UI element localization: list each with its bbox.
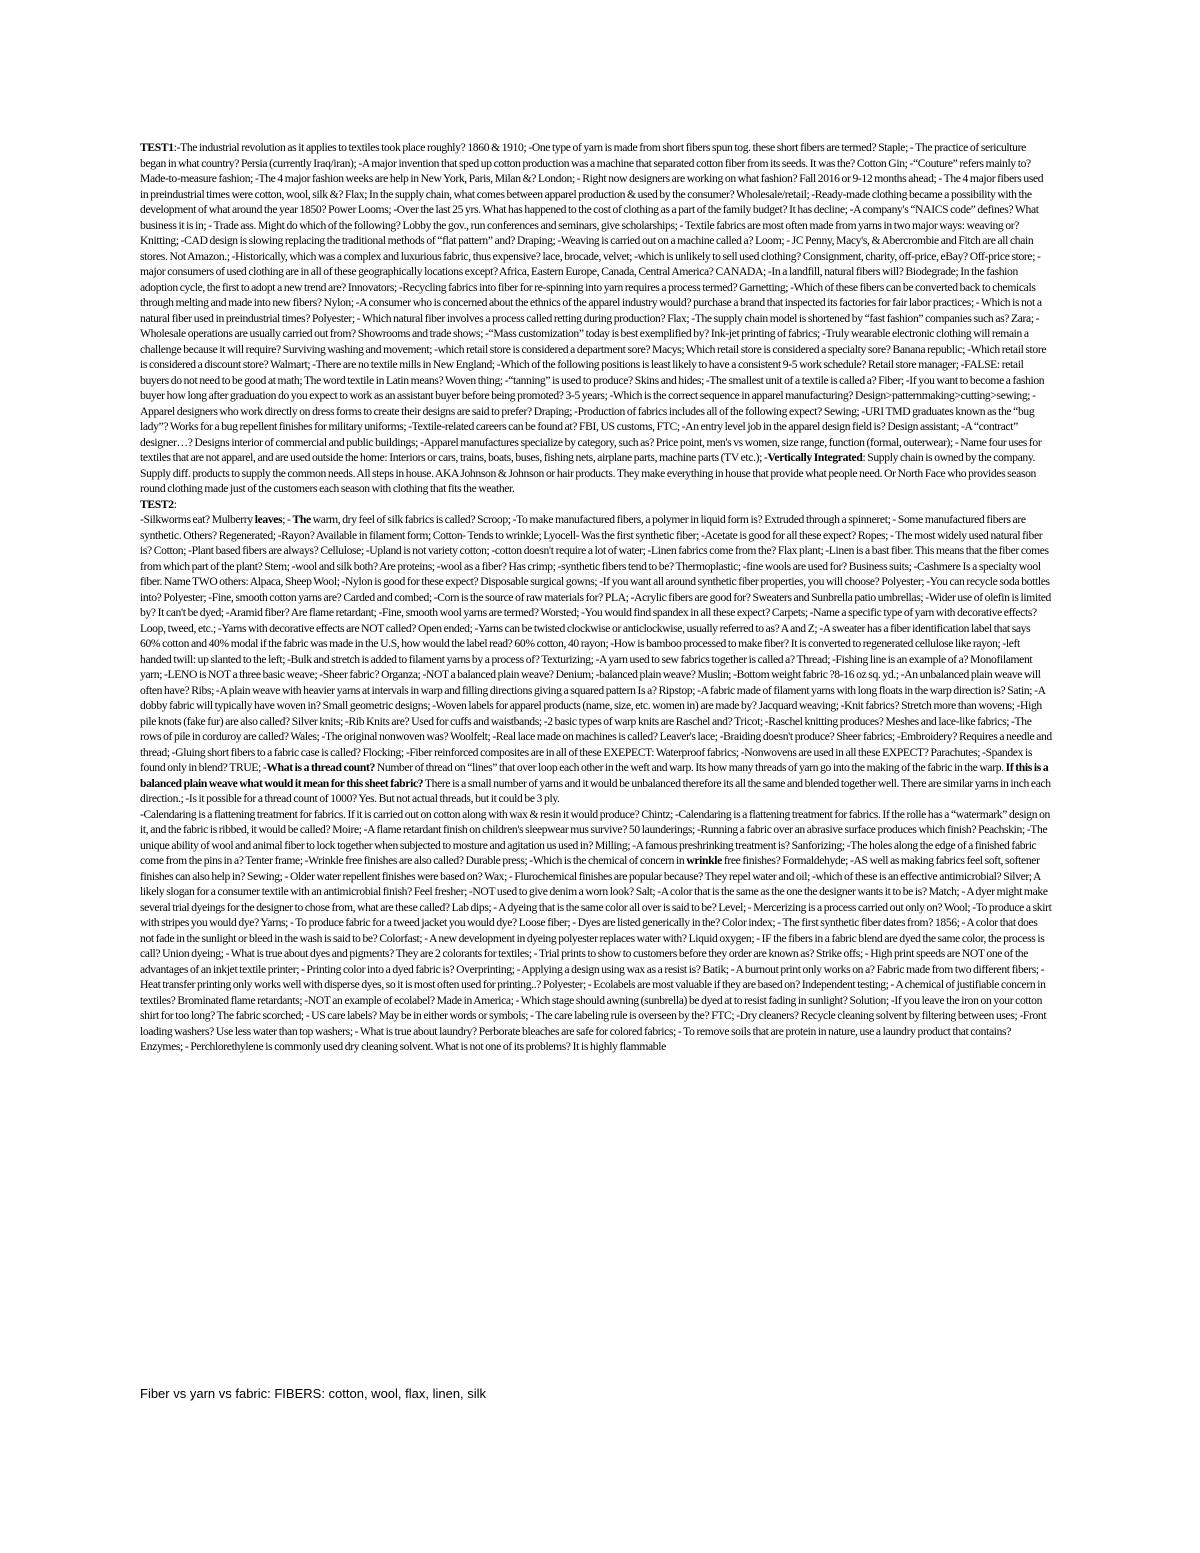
test1-body: :-The industrial revolution as it applies to textiles took place roughly? 1860 & 1910; -One type of yarn is made from short fibers spun tog. these short fibers are termed? Staple; - The practice of sericulture began in what country? Persia (currently Iraq/iran); -A major invention that sped up cotton production was a machine that separated cotton fiber from its seeds. It was the? Cotton Gin; -“Couture” refers mainly to? Made-to-measure fashion; -The 4 major fashion weeks are help in New York, Paris, Milan &? London; - Right now designers are working on what fashion? Fall 2016 or 9-12 months ahead; - The 4 major fibers used in preindustrial times were cotton, wool, silk &? Flax; In the supply chain, what comes between apparel production & used by the consumer? Wholesale/retail; -Ready-made clothing became a possibility with the development of what around the year 1850? Power Looms; -Over the last 25 yrs. What has happened to the cost of clothing as a part of the family budget? It has decline; -A company's “NAICS code” defines? What business it is in; - Trade ass. Might do which of the following? Lobby the gov., run conferences and seminars, give scholarships; - Textile fabrics are most often made from yarns in two major ways: weaving or? Knitting; -CAD design is slowing replacing the traditional methods of “flat pattern” and? Draping; -Weaving is carried out on a machine called a? Loom; - JC Penny, Macy's, & Abercrombie and Fitch are all chain stores. Not Amazon.; -Historically, which was a complex and luxurious fabric, thus expensive? lace, brocade, velvet; -which is unlikely to sell used clothing? Consignment, charity, off-price, eBay? Off-price store; -major consumers of used clothing are in all of these geographically locations except? Africa, Eastern Europe, Canada, Central America? CANADA; -In a landfill, natural fibers will? Biodegrade; In the fashion adoption cycle, the first to adopt a new trend are? Innovators; -Recycling fabrics into fiber for re-spinning into yarn requires a process termed? Garnetting; -Which of these fibers can be converted back to chemicals through melting and made into new fibers? Nylon; -A consumer who is concerned about the ethnics of the apparel industry would? purchase a brand that inspected its factories for fair labor practices; - Which is not a natural fiber used in preindustrial times? Polyester; - Which natural fiber involves a process called retting during production? Flax; -The supply chain model is shortened by “fast fashion” companies such as? Zara; -Wholesale operations are usually carried out from? Showrooms and trade shows; -“Mass customization” today is best exemplified by? Ink-jet printing of fabrics; -Truly wearable electronic clothing will remain a challenge because it will require? Surviving washing and movement; -which retail store is considered a department sore? Macys; Which retail store is considered a specialty sore? Banana republic; -Which retail store is considered a discount store? Walmart; -There are no textile mills in New England; -Which of the following positions is least likely to have a consistent 9-5 work schedule? Retail store manager; -FALSE: retail buyers do not need to be good at math; The word textile in Latin means? Woven thing; -“tanning” is used to produce? Skins and hides; -The smallest unit of a textile is called a? Fiber; -If you want to become a fashion buyer how long after graduation do you expect to work as an assistant buyer before being promoted? 3-5 years; -Which is the correct sequence in apparel manufacturing? Design>patternmaking>cutting>sewing; -Apparel designers who work directly on dress forms to create their designs are said to prefer? Draping; -Production of fabrics includes all of the following expect? Sewing; -URI TMD graduates known as the “bug lady”? Works for a bug repellent finishes for military uniforms; -Textile-related careers can be found at? FBI, US customs, FTC; -An entry level job in the apparel design field is? Design assistant; -A “contract” designer…? Designs interior of commercial and public buildings; -Apparel manufactures specialize by category, such as? Price point, men's vs women, size range, function (formal, outerwear); - Name four uses for textiles that are not apparel, and are used outside the home: Interiors or cars, trains, boats, buses, fishing nets, airplane parts, machine parts (TV etc.); - <box>140 141 1047 464</box>
test2-heading-line <box>140 497 1052 513</box>
text-run: -Silkworms eat? Mulberry <box>140 513 255 526</box>
bold-run: The <box>292 513 311 526</box>
bold-run: wrinkle <box>686 854 722 867</box>
balanced-weave-question: If this is a balanced plain weave what would it mean for this sheet fabric? <box>140 761 1049 790</box>
text-run: There is a small number of yarns and it would be unbalanced therefore its all the same and blended together well. There are similar yarns in inch each direction.; -Is it possible for a thread count of 1000? Yes. But not actual threads, but it could be 3 ply. <box>140 776 1051 805</box>
text-run: ; - <box>282 513 293 526</box>
text-run: warm, dry feel of silk fabrics is called? Scroop; -To make manufactured fibers, a polymer in liquid form is? Extruded through a spinneret; - Some manufactured fibers are synthetic. Others? Regenerated; -Rayon? Available in filament form; Cotton- Tends to wrinkle; Lyocell- Was the first synthetic fiber; -Acetate is good for all these expect? Ropes; - The most widely used natural fiber is? Cotton; -Plant based fibers are always? Cellulose; -Upland is not variety cotton; -cotton doesn't require a lot of water; -Linen fabrics come from the? Flax plant; -Linen is a bast fiber. This means that the fiber comes from which part of the plant? Stem; -wool and silk both? Are proteins; -wool as a fiber? Has crimp; -synthetic fibers tend to be? Thermoplastic; -fine wools are used for? Business suits; -Cashmere Is a specialty wool fiber. Name TWO others: Alpaca, Sheep Wool; -Nylon is good for these expect? Disposable surgical gowns; -If you want all around synthetic fiber properties, you will choose? Polyester; -You can recycle soda bottles into? Polyester; -Fine, smooth cotton yarns are? Carded and combed; -Corn is the source of raw materials for? PLA; -Acrylic fibers are good for? Sweaters and Sunbrella patio umbrellas; -Wider use of olefin is limited by? It can't be dyed; -Aramid fiber? Are flame retardant; -Fine, smooth wool yarns are termed? Worsted; -You would find spandex in all these expect? Carpets; -Name a specific type of yarn with decorative effects? Loop, tweed, etc.; -Yarns with decorative effects are NOT called? Open ended; -Yarns can be twisted clockwise or anticlockwise, usually referred to as? A and Z; -A sweater has a fiber identification label that says 60% cotton and 40% modal if the fabric was made in the U.S, how would the label read? 60% cotton, 40 rayon; -How is bamboo processed to make fiber? It is converted to regenerated cellulose like rayon; -left handed twill: up slanted to the left; -Bulk and stretch is added to filament yarns by a process of? Texturizing; -A yarn used to sew fabrics together is called a? Thread; -Fishing line is an example of a? Monofilament yarn; -LENO is NOT a three basic weave; -Sheer fabric? Organza; -NOT a balanced plain weave? Denium; -balanced plain weave? Muslin; -Bottom weight fabric ?8-16 oz sq. yd.; -An unbalanced plain weave will often have? Ribs; -A plain weave with heavier yarns at intervals in warp and filling directions giving a squared pattern Is a? Ripstop; -A fabric made of filament yarns with long floats in the warp direction is? Satin; -A dobby fabric will typically have woven in? Small geometric designs; -Woven labels for apparel products (name, size, etc. women in) are made by? Jacquard weaving; -Knit fabrics? Stretch more than wovens; -High pile knots (fake fur) are also called? Silver knits; -Rib Knits are? Used for cuffs and waistbands; -2 basic types of warp knits are Raschel and? Tricot; -Raschel knitting produces? Meshes and lace-like fabrics; -The rows of pile in corduroy are called? Wales; -The original nonwoven was? Woolfelt; -Real lace made on machines is called? Leaver's lace; -Braiding doesn't produce? Sheer fabrics; -Embroidery? Requires a needle and thread; -Gluing short fibers to a fabric case is called? Flocking; -Fiber reinforced composites are in all of these EXEPECT: Waterproof fabrics; -Nonwovens are used in all these EXPECT? Parachutes; -Spandex is found only in blend? TRUE; - <box>140 513 1052 774</box>
text-run: free finishes? Formaldehyde; -AS well as making fabrics feel soft, softener finishes can also help in? Sewing; - Older water repellent finishes were based on? Wax; - Flurochemical finishes are popular because? They repel water and oil; -which of these is an effective antimicrobial? Silver; A likely slogan for a consumer textile with an antimicrobial finish? Feel fresher; -NOT used to give denim a worn look? Salt; -A color that is the same as the one the designer wants it to be is? Match; - A dyer might make several trial dyeings for the designer to chose from, what are these called? Lab dips; - A dyeing that is the same color all over is said to be? Level; - Mercerizing is a process carried out only on? Wool; -To produce a skirt with stripes you would dye? Yarns; - To produce fabric for a tweed jacket you would dye? Loose fiber; - Dyes are listed generically in the? Color index; - The first synthetic fiber dates from? 1856; - A color that does not fade in the sunlight or bleed in the wash is said to be? Colorfast; - A new development in dyeing polyester replaces water with? Liquid oxygen; - IF the fibers in a fabric blend are dyed the same color, the process is call? Union dyeing; - What is true about dyes and pigments? They are 2 colorants for textiles; - Trial prints to show to customers before they order are known as? Strike offs; - High print speeds are NOT one of the advantages of an inkjet textile printer; - Printing color into a dyed fabric is? Overprinting; - Applying a design using wax as a resist is? Batik; - A burnout print only works on a? Fabric made from two different fibers; - Heat transfer printing only works well with disperse dyes, so it is most often used for printing..? Polyester; - Ecolabels are most valuable if they are based on? Independent testing; - A chemical of justifiable concern in textiles? Brominated flame retardants; -NOT an example of ecolabel? Made in America; - Which stage should awning (sunbrella) be dyed at to resist fading in sunlight? Solution; -If you leave the iron on your cotton shirt for too long? The fabric scorched; - US care labels? May be in either words or symbols; - The care labeling rule is overseen by the? FTC; -Dry cleaners? Recycle cleaning solvent by filtering between uses; -Front loading washers? Use less water than top washers; - What is true about laundry? Perborate bleaches are safe for colored fabrics; - To remove soils that are protein in nature, use a laundry product that contains? Enzymes; - Perchlorethylene is commonly used dry cleaning solvent. What is not one of its problems? It is highly flammable <box>140 854 1052 1053</box>
bold-run: leaves <box>254 513 283 526</box>
vertically-integrated-label: Vertically Integrated <box>767 451 863 464</box>
test1-paragraph <box>140 140 1052 497</box>
text-run: Number of thread on “lines” that over loop each other in the weft and warp. Its how many threads of yarn go into the making of the fabric in the warp. <box>374 761 1006 774</box>
fiber-yarn-fabric-line: Fiber vs yarn vs fabric: FIBERS: cotton, wool, flax, linen, silk <box>140 1386 487 1401</box>
document-body <box>140 140 1052 1055</box>
thread-count-question: What is a thread count? <box>266 761 375 774</box>
text-run: -Calendaring is a flattening treatment for fabrics. If it is carried out on cotton along with wax & resin it would produce? Chintz; -Calendaring is a flattening treatment for fabrics. If the rolle has a “watermark” design on it, and the fabric is ribbed, it would be called? Moire; -A flame retardant finish on children's sleepwear mus survive? 50 launderings; -Running a fabric over an abrasive surface produces which finish? Peachskin; -The unique ability of wool and animal fiber to lock together when subjected to mosture and agitation us used in? Milling; -A famous preshrinking treatment is? Sanforizing; -The holes along the edge of a finished fabric come from the pins in a? Tenter frame; -Wrinkle free finishes are also called? Durable press; -Which is the chemical of concern in <box>140 807 1050 867</box>
test1-body-end: : Supply chain is owned by the company. Supply diff. products to supply the common needs. All steps in house. AKA Johnson & Johnson or hair products. They make everything in house that provide what people need. Or North Face who provides season round clothing made just of the customers each season with clothing that fits the weather. <box>140 451 1036 495</box>
test1-heading: TEST1 <box>140 141 174 154</box>
test2-paragraph-1 <box>140 512 1052 807</box>
test2-heading: TEST2 <box>140 497 174 511</box>
test2-heading-suffix: : <box>173 497 177 511</box>
test2-paragraph-2 <box>140 807 1052 1055</box>
